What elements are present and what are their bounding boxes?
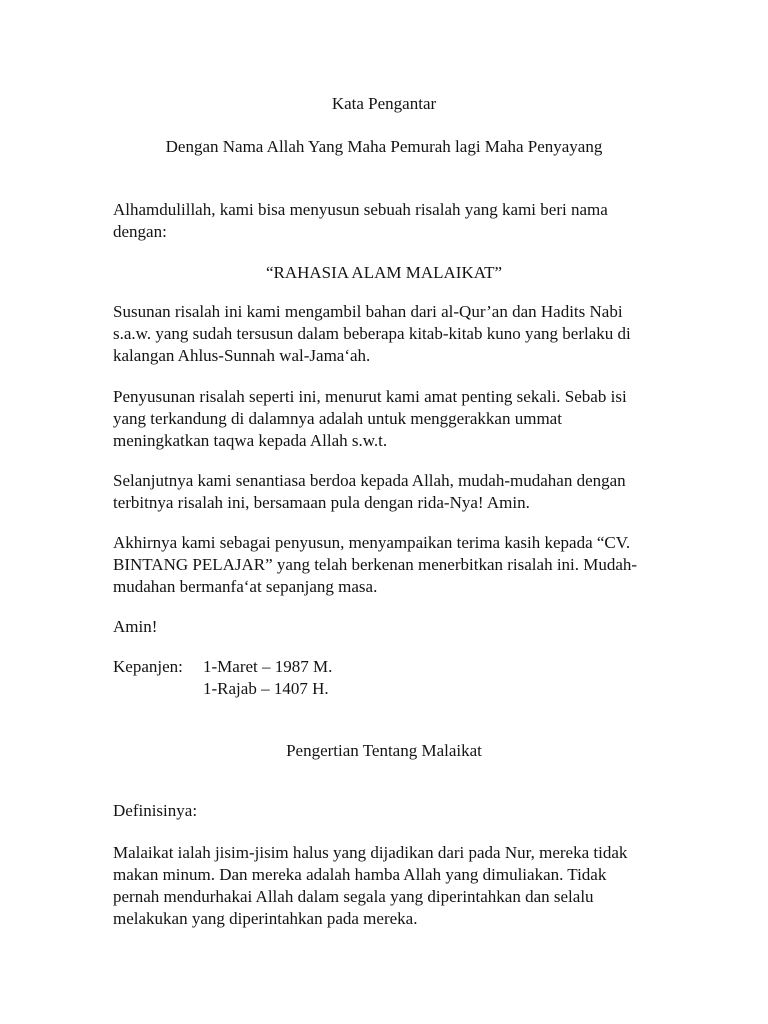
paragraph3-line-2: terbitnya risalah ini, bersamaan pula dengan rida-Nya! Amin.: [113, 493, 530, 512]
section-title: Pengertian Tentang Malaikat: [286, 741, 482, 760]
paragraph2-line-2: yang terkandung di dalamnya adalah untuk menggerakkan ummat: [113, 409, 562, 428]
paragraph4-line-3: mudahan bermanfa‘at sepanjang masa.: [113, 577, 378, 596]
paragraph3-line-1: Selanjutnya kami senantiasa berdoa kepada Allah, mudah-mudahan dengan: [113, 471, 626, 490]
paragraph1-line-2: s.a.w. yang sudah tersusun dalam beberapa kitab-kitab kuno yang berlaku di: [113, 324, 631, 343]
definition-line-2: makan minum. Dan mereka adalah hamba Allah yang dimuliakan. Tidak: [113, 865, 607, 884]
intro-line-2: dengan:: [113, 222, 167, 241]
paragraph2-line-1: Penyusunan risalah seperti ini, menurut kami amat penting sekali. Sebab isi: [113, 387, 627, 406]
book-title: “RAHASIA ALAM MALAIKAT”: [265, 263, 503, 282]
date-hijri: 1-Rajab – 1407 H.: [203, 679, 329, 698]
page-title: Kata Pengantar: [331, 94, 437, 113]
date-masehi: 1-Maret – 1987 M.: [203, 657, 333, 676]
definition-line-4: melakukan yang diperintahkan pada mereka.: [113, 909, 418, 928]
paragraph4-line-2: BINTANG PELAJAR” yang telah berkenan menerbitkan risalah ini. Mudah-: [113, 555, 638, 574]
definition-line-1: Malaikat ialah jisim-jisim halus yang dijadikan dari pada Nur, mereka tidak: [113, 843, 628, 862]
closing-text: Amin!: [113, 617, 158, 636]
paragraph1-line-3: kalangan Ahlus-Sunnah wal-Jama‘ah.: [113, 346, 371, 365]
definition-label: Definisinya:: [113, 801, 198, 820]
paragraph2-line-3: meningkatkan taqwa kepada Allah s.w.t.: [113, 431, 388, 450]
intro-line-1: Alhamdulillah, kami bisa menyusun sebuah risalah yang kami beri nama: [113, 200, 608, 219]
paragraph1-line-1: Susunan risalah ini kami mengambil bahan dari al-Qur’an dan Hadits Nabi: [113, 302, 623, 321]
place-label: Kepanjen:: [113, 657, 183, 676]
paragraph4-line-1: Akhirnya kami sebagai penyusun, menyampaikan terima kasih kepada “CV.: [113, 533, 631, 552]
basmalah-line: Dengan Nama Allah Yang Maha Pemurah lagi Maha Penyayang: [165, 137, 603, 156]
definition-line-3: pernah mendurhakai Allah dalam segala yang diperintahkan dan selalu: [113, 887, 594, 906]
